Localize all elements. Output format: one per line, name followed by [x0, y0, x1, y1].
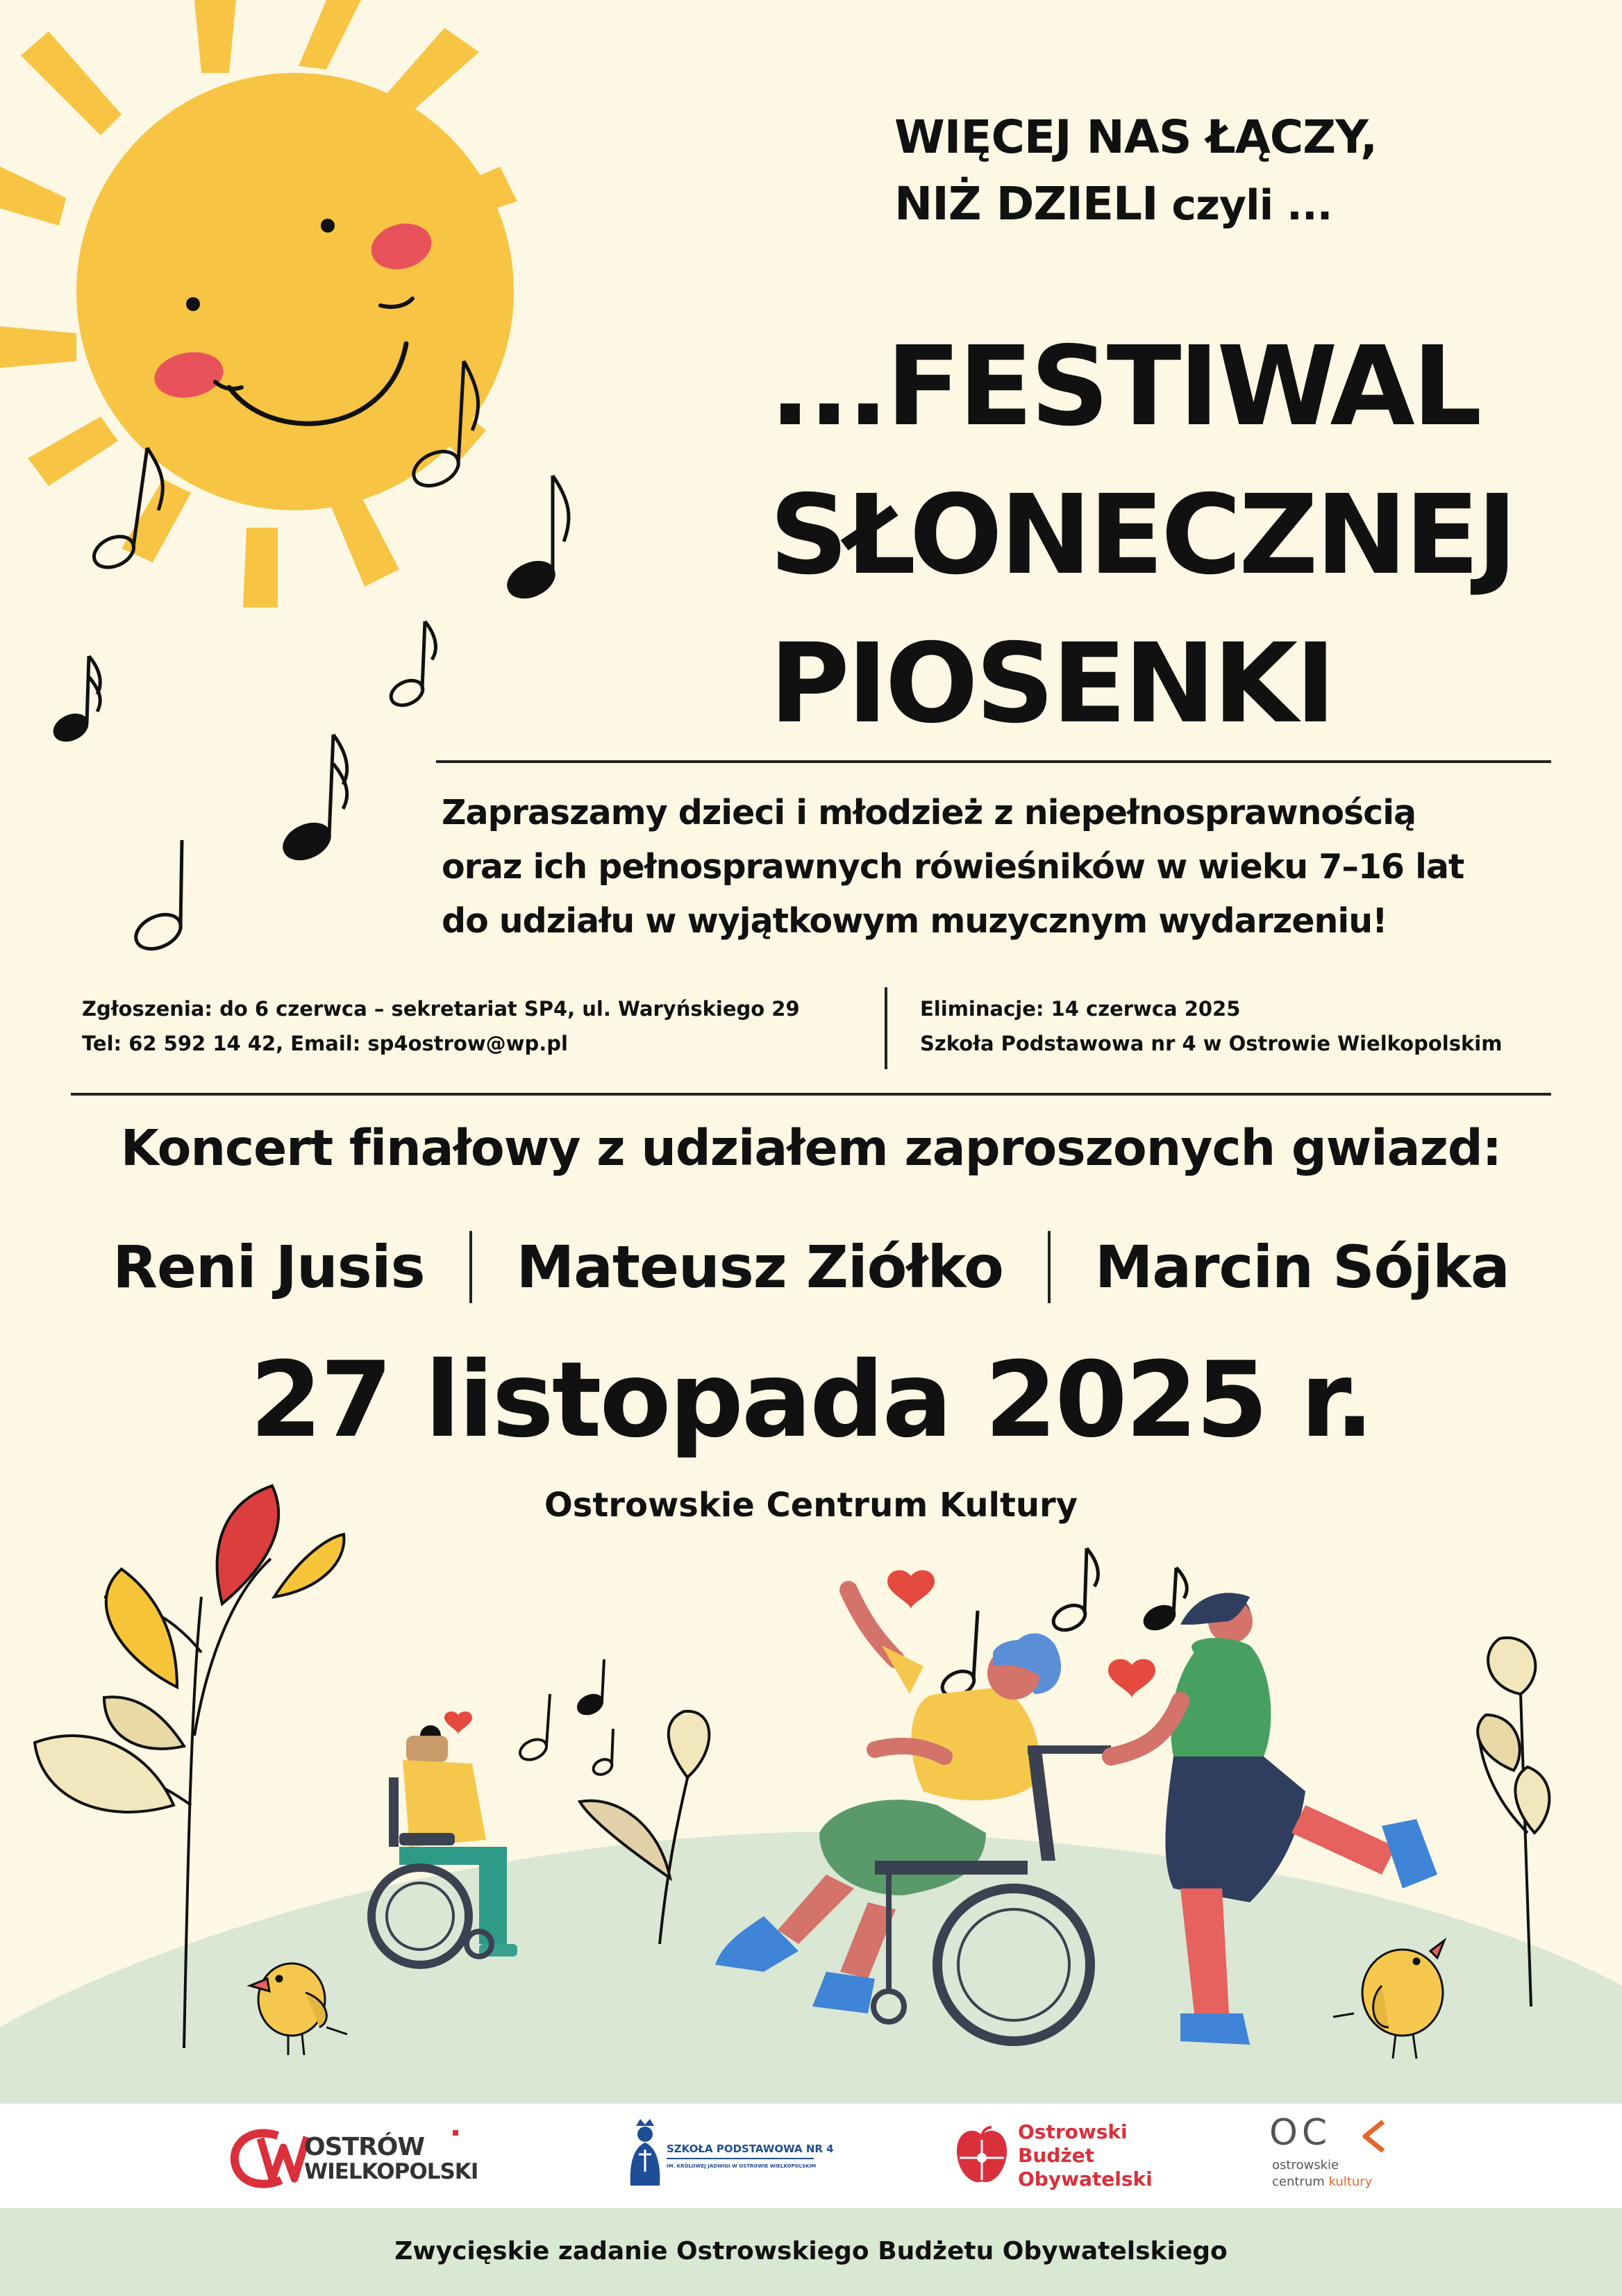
budget-logo-line-1: Ostrowski	[1018, 2120, 1128, 2143]
ock-logo-line-1: ostrowskie	[1272, 2158, 1339, 2172]
budget-logo	[954, 2116, 1176, 2196]
concert-venue: Ostrowskie Centrum Kultury	[544, 1486, 1078, 1525]
tagline-line-2	[894, 171, 1519, 239]
ock-k-chevron-icon	[1360, 2119, 1387, 2154]
title-line-1: ...FESTIWAL	[769, 323, 1480, 451]
queen-jadwiga-emblem-icon	[624, 2116, 667, 2186]
eliminations-info	[920, 991, 1502, 1061]
music-note-icon	[938, 1611, 978, 1701]
music-note-icon	[517, 1694, 550, 1763]
school-logo-rule	[667, 2158, 814, 2159]
ostrow-logo-line-2: WIELKOPOLSKI	[304, 2159, 478, 2184]
budget-logo-line-3: Obywatelski	[1018, 2168, 1153, 2190]
music-note-icon	[576, 1659, 605, 1717]
ostrow-logo-mark-icon	[229, 2123, 312, 2193]
star-name: Marcin Sójka	[1094, 1233, 1510, 1301]
ock-logo-line-2b: kultury	[1328, 2175, 1373, 2189]
registration-info	[82, 991, 800, 1061]
footer-text: Zwycięskie zadanie Ostrowskiego Budżetu Obywatelskiego	[394, 2237, 1228, 2265]
concert-date: 27 listopada 2025 r.	[249, 1340, 1373, 1461]
title-line-2: SŁONECZNEJ	[769, 471, 1515, 599]
star-separator	[1048, 1231, 1051, 1303]
ock-logo	[1269, 2112, 1408, 2198]
music-note-icon	[279, 735, 347, 865]
tagline-tail: czyli ...	[1157, 181, 1332, 230]
festival-title	[769, 312, 1603, 758]
ostrow-logo-line-1: OSTRÓW	[304, 2133, 425, 2161]
ostrow-logo-dot	[453, 2130, 458, 2136]
eliminations-line-1: Eliminacje: 14 czerwca 2025	[920, 997, 1241, 1021]
tagline-main: NIŻ DZIELI	[894, 177, 1158, 231]
guest-stars	[0, 1233, 1622, 1307]
puzzle-apple-icon	[954, 2126, 1010, 2186]
invitation-line-1: Zapraszamy dzieci i młodzież z niepełnosprawnością	[442, 793, 1416, 832]
music-note-icon	[591, 1729, 614, 1777]
tagline	[894, 104, 1519, 239]
registration-line-1: Zgłoszenia: do 6 czerwca – sekretariat SP4, ul. Waryńskiego 29	[82, 997, 800, 1021]
music-note-icon	[1142, 1568, 1187, 1633]
star-name: Mateusz Ziółko	[516, 1233, 1003, 1301]
divider-top	[436, 760, 1551, 763]
music-note-icon	[503, 476, 569, 603]
info-separator	[885, 987, 887, 1069]
budget-logo-line-2: Budżet	[1018, 2144, 1094, 2167]
ostrow-wielkopolski-logo	[229, 2118, 478, 2194]
school-logo-line-2: IM. KRÓLOWEJ JADWIGI W OSTROWIE WIELKOPOLSKIM	[667, 2163, 817, 2169]
registration-line-2: Tel: 62 592 14 42, Email: sp4ostrow@wp.pl	[82, 1032, 568, 1055]
sun-face	[76, 73, 514, 510]
heart-icon	[887, 1570, 935, 1609]
ock-logo-line-2a: centrum	[1272, 2175, 1329, 2189]
school-logo-line-1: SZKOŁA PODSTAWOWA NR 4	[667, 2143, 834, 2155]
tagline-line-1: WIĘCEJ NAS ŁĄCZY,	[894, 110, 1378, 164]
music-note-icon	[131, 840, 186, 955]
heart-icon	[1108, 1659, 1155, 1698]
music-note-icon	[1049, 1548, 1098, 1635]
school-logo	[624, 2113, 834, 2197]
ock-logo-mark: OC	[1269, 2112, 1332, 2154]
star-name: Reni Jusis	[112, 1233, 425, 1301]
music-notes-small	[517, 1659, 614, 1777]
invitation-line-2: oraz ich pełnosprawnych rówieśników w wieku 7–16 lat	[442, 847, 1464, 887]
concert-heading: Koncert finałowy z udziałem zaproszonych gwiazd:	[120, 1119, 1502, 1177]
title-line-3: PIOSENKI	[769, 620, 1334, 748]
music-note-icon	[51, 656, 100, 745]
invitation-line-3: do udziału w wyjątkowym muzycznym wydarzeniu!	[442, 901, 1387, 941]
music-note-icon	[387, 621, 435, 710]
ock-logo-line-2	[1272, 2175, 1372, 2189]
eliminations-line-2: Szkoła Podstawowa nr 4 w Ostrowie Wielkopolskim	[920, 1032, 1503, 1055]
divider-middle	[71, 1093, 1551, 1096]
star-separator	[469, 1231, 472, 1303]
invitation-text	[442, 786, 1580, 948]
